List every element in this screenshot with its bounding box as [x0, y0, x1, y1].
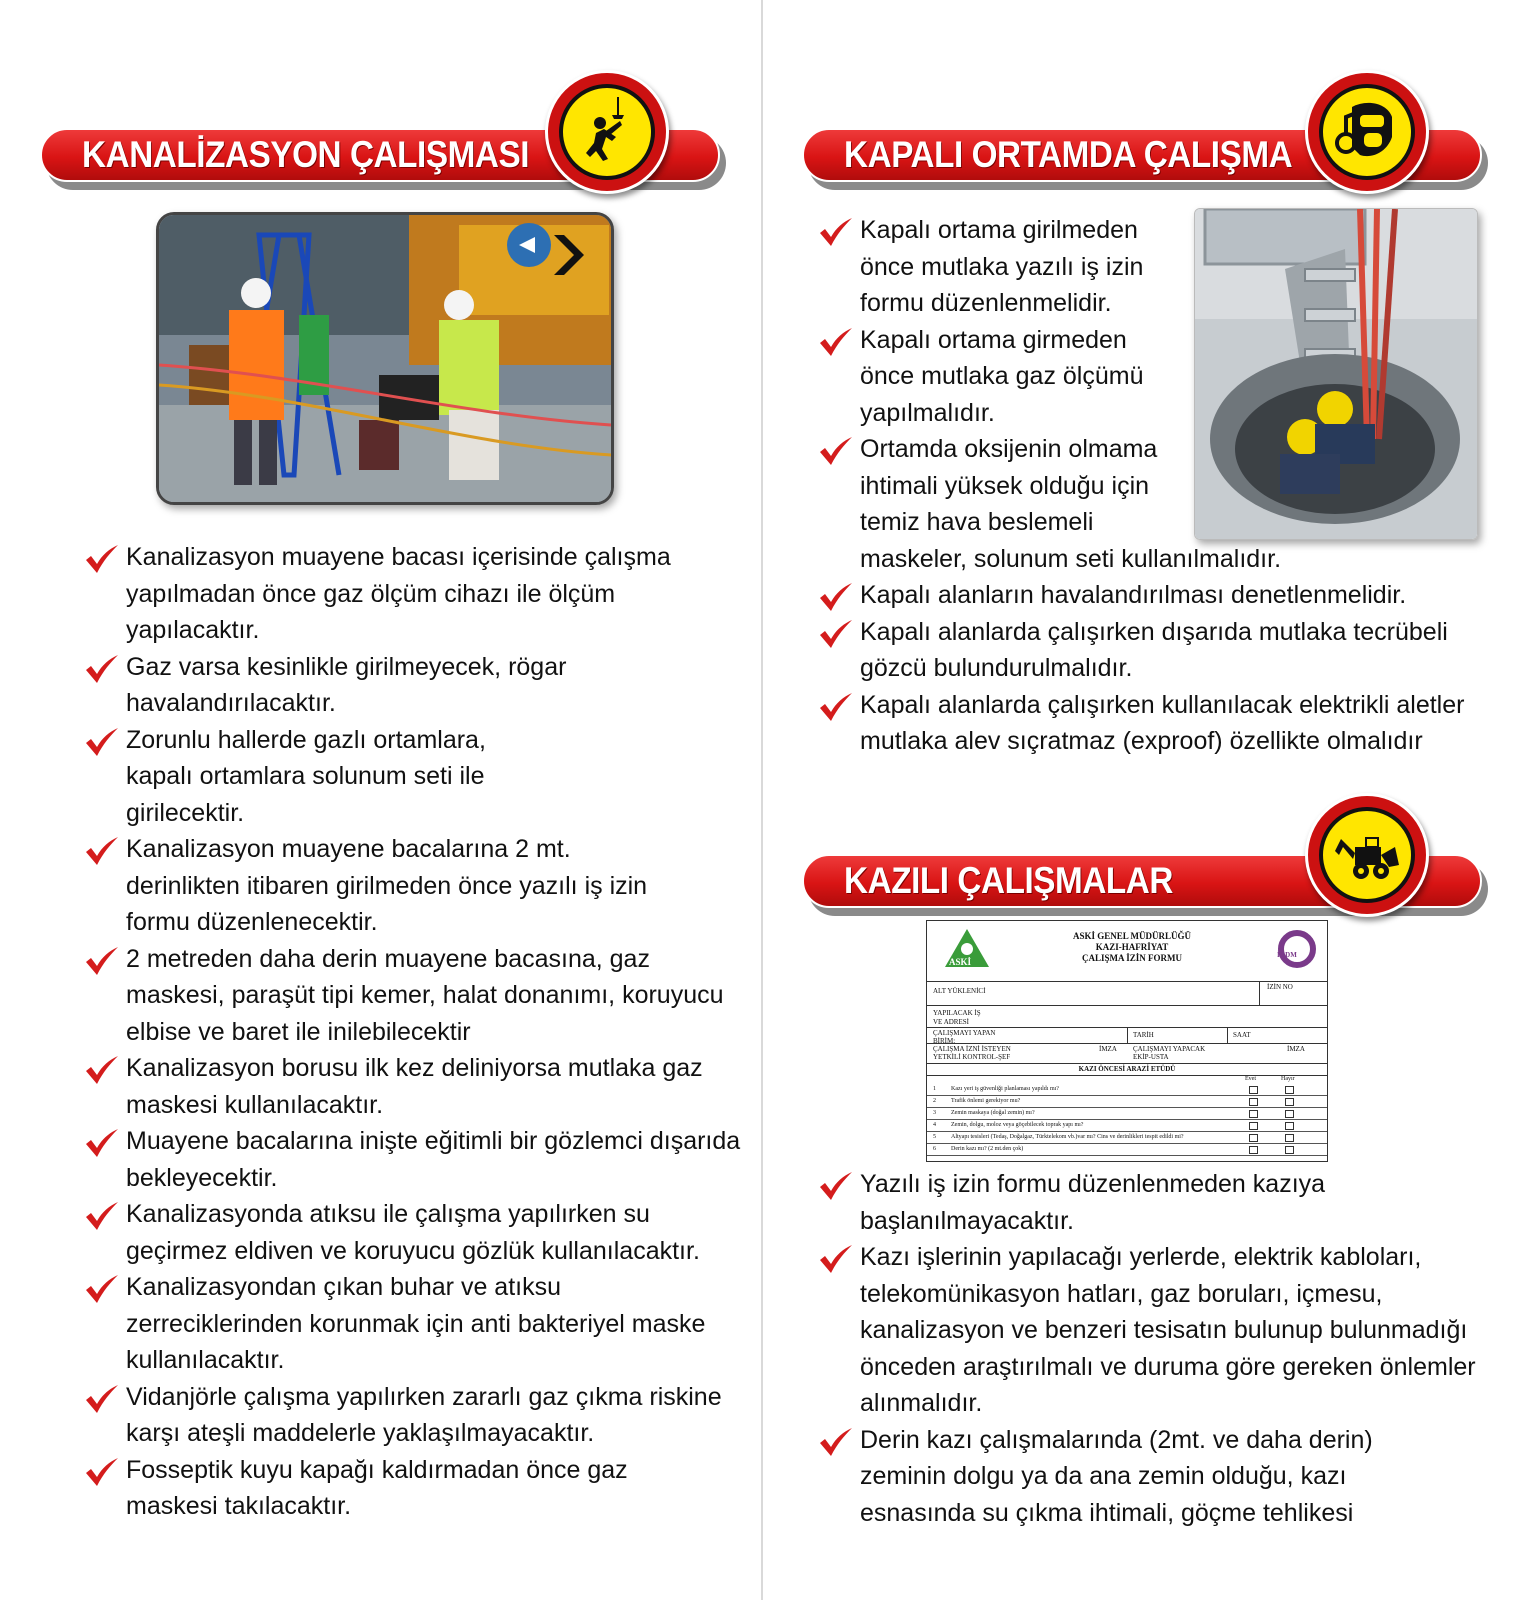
form-row: 2 Trafik önlemi gerekiyor mu?	[927, 1096, 1327, 1108]
checkbox-evet[interactable]	[1249, 1146, 1258, 1154]
list-item: 2 metreden daha derin muayene bacasına, gaz maskesi, paraşüt tipi kemer, halat donanımı, koruyucu elbise ve baret ile inilebilecektir	[84, 941, 744, 1051]
form-row: 4 Zemin, dolgu, moloz veya göçebilecek toprak yapı mı?	[927, 1120, 1327, 1132]
checkbox-hayir[interactable]	[1285, 1110, 1294, 1118]
kazili-list	[818, 1166, 1478, 1531]
checkmark-icon	[84, 1274, 120, 1304]
checkmark-icon	[818, 436, 854, 466]
page-divider	[761, 0, 763, 1600]
list-item: Muayene bacalarına inişte eğitimli bir gözlemci dışarıda bekleyecektir.	[84, 1123, 744, 1196]
checkmark-icon	[818, 1244, 854, 1274]
excavator-icon	[1331, 825, 1403, 885]
sewer-workers-photo	[156, 212, 614, 505]
list-item: Gaz varsa kesinlikle girilmeyecek, rögar havalandırılacaktır.	[84, 649, 744, 722]
list-item: Kanalizasyon muayene bacalarına 2 mt. derinlikten itibaren girilmeden önce yazılı iş izin formu düzenlenecektir.	[84, 831, 666, 941]
list-item: Kanalizasyon borusu ilk kez deliniyorsa mutlaka gaz maskesi kullanılacaktır.	[84, 1050, 744, 1123]
list-item: Ortamda oksijenin olmama ihtimali yüksek olduğu için temiz hava beslemeli maskeler, solunum seti kullanılmalıdır.	[818, 431, 1478, 577]
checkbox-evet[interactable]	[1249, 1098, 1258, 1106]
checkbox-hayir[interactable]	[1285, 1146, 1294, 1154]
checkbox-hayir[interactable]	[1285, 1134, 1294, 1142]
checkmark-icon	[84, 836, 120, 866]
falling-person-icon	[572, 97, 642, 167]
checkmark-icon	[84, 1055, 120, 1085]
section-title: KAPALI ORTAMDA ÇALIŞMA	[844, 134, 1293, 175]
form-row: 3 Zemin maskaya (doğal zemin) mı?	[927, 1108, 1327, 1120]
list-item: Kanalizasyonda atıksu ile çalışma yapılırken su geçirmez eldiven ve koruyucu gözlük kullanılacaktır.	[84, 1196, 744, 1269]
igdm-logo-icon	[1277, 929, 1317, 969]
checkmark-icon	[84, 1128, 120, 1158]
form-row: 1 Kazı yeri iş güvenliği planlaması yapıldı mı?	[927, 1084, 1327, 1096]
list-item: Fosseptik kuyu kapağı kaldırmadan önce gaz maskesi takılacaktır.	[84, 1452, 706, 1525]
checkmark-icon	[818, 582, 854, 612]
form-row: 5 Altyapı tesisleri (Tedaş, Doğalgaz, Türktelekom vb.)var mı? Cins ve derinlikleri tespit edildi mi?	[927, 1132, 1327, 1144]
form-row: 6 Derin kazı mı? (2 mt.den çok)	[927, 1144, 1327, 1156]
checkmark-icon	[818, 1171, 854, 1201]
checkmark-icon	[818, 327, 854, 357]
hazard-badge	[1305, 793, 1429, 917]
checkmark-icon	[84, 727, 120, 757]
list-item: Kazı işlerinin yapılacağı yerlerde, elektrik kabloları, telekomünikasyon hatları, gaz boruları, içmesu, kanalizasyon ve benzeri tesisatın bulunup bulunmadığı önceden araştırılmalı ve duruma göre gereken önlemler alınmalıdır.	[818, 1239, 1500, 1422]
hazard-badge	[1305, 70, 1429, 194]
checkmark-icon	[818, 619, 854, 649]
checkbox-hayir[interactable]	[1285, 1122, 1294, 1130]
list-item: Yazılı iş izin formu düzenlenmeden kazıya başlanılmayacaktır.	[818, 1166, 1390, 1239]
list-item: Kapalı alanlarda çalışırken kullanılacak elektrikli aletler mutlaka alev sıçratmaz (exproof) özellikte olmalıdır	[818, 687, 1500, 760]
checkbox-hayir[interactable]	[1285, 1098, 1294, 1106]
kanalizasyon-list	[84, 539, 744, 1525]
checkmark-icon	[84, 946, 120, 976]
checkmark-icon	[84, 1457, 120, 1487]
checkbox-evet[interactable]	[1249, 1134, 1258, 1142]
permit-form-image: ASKİ İGDM ASKİ GENEL MÜDÜRLÜĞÜ KAZI-HAFRİYAT ÇALIŞMA İZİN FORMU İZİN NO ALT YÜKLENİCİ YAPILACAK İŞ VE ADRESİ ÇALIŞMAYI YAPAN BİRİM: TARİH SAAT ÇALIŞMA İZNİ İSTEYEN YETKİLİ KONTROL-ŞEF İMZA ÇALIŞMAYI YAPACAK EKİP-USTA İMZA KAZI ÖNCESİ ARAZİ ETÜDÜ Evet Hayır 1 Kazı yeri iş güvenliği planlaması yapıldı mı? 2 Trafik önlemi gerekiyor mu? 3 Zemin maskaya (doğal zemin) mı? 4 Zemin, dolgu, moloz veya göçebilecek toprak yapı mı? 5 Altyapı tesisleri (Tedaş, Doğalgaz, Türktelekom vb.)var mı? Cins ve derinlikleri tespit edildi mi? 6 Derin kazı mı? (2 mt.den çok)	[926, 920, 1328, 1162]
kapali-ortam-list	[818, 212, 1478, 760]
list-item: Kapalı ortama girilmeden önce mutlaka yazılı iş izin formu düzenlenmelidir.	[818, 212, 1180, 322]
list-item: Kapalı alanların havalandırılması denetlenmelidir.	[818, 577, 1478, 614]
list-item: Kapalı alanlarda çalışırken dışarıda mutlaka tecrübeli gözcü bulundurulmalıdır.	[818, 614, 1478, 687]
section-title: KANALİZASYON ÇALIŞMASI	[82, 134, 530, 175]
list-item: Kanalizasyondan çıkan buhar ve atıksu zerreciklerinden korunmak için anti bakteriyel maske kullanılacaktır.	[84, 1269, 736, 1379]
checkmark-icon	[84, 544, 120, 574]
list-item: Zorunlu hallerde gazlı ortamlara, kapalı ortamlara solunum seti ile girilecektir.	[84, 722, 556, 832]
list-item: Derin kazı çalışmalarında (2mt. ve daha derin) zeminin dolgu ya da ana zemin olduğu, kazı esnasında su çıkma ihtimali, göçme tehlikesi	[818, 1422, 1440, 1532]
checkmark-icon	[84, 1201, 120, 1231]
list-item: Kanalizasyon muayene bacası içerisinde çalışma yapılmadan önce gaz ölçüm cihazı ile ölçüm yapılacaktır.	[84, 539, 744, 649]
respirator-mask-icon	[1332, 97, 1402, 167]
checkmark-icon	[818, 1427, 854, 1457]
section-title: KAZILI ÇALIŞMALAR	[844, 860, 1174, 901]
list-item: Vidanjörle çalışma yapılırken zararlı gaz çıkma riskine karşı ateşli maddelerle yaklaşılmayacaktır.	[84, 1379, 744, 1452]
checkbox-evet[interactable]	[1249, 1122, 1258, 1130]
form-rows	[927, 1084, 1327, 1156]
checkmark-icon	[818, 692, 854, 722]
checkmark-icon	[84, 654, 120, 684]
checkbox-evet[interactable]	[1249, 1110, 1258, 1118]
checkmark-icon	[84, 1384, 120, 1414]
list-item: Kapalı ortama girmeden önce mutlaka gaz ölçümü yapılmalıdır.	[818, 322, 1180, 432]
checkbox-evet[interactable]	[1249, 1086, 1258, 1094]
checkbox-hayir[interactable]	[1285, 1086, 1294, 1094]
checkmark-icon	[818, 217, 854, 247]
hazard-badge	[545, 70, 669, 194]
